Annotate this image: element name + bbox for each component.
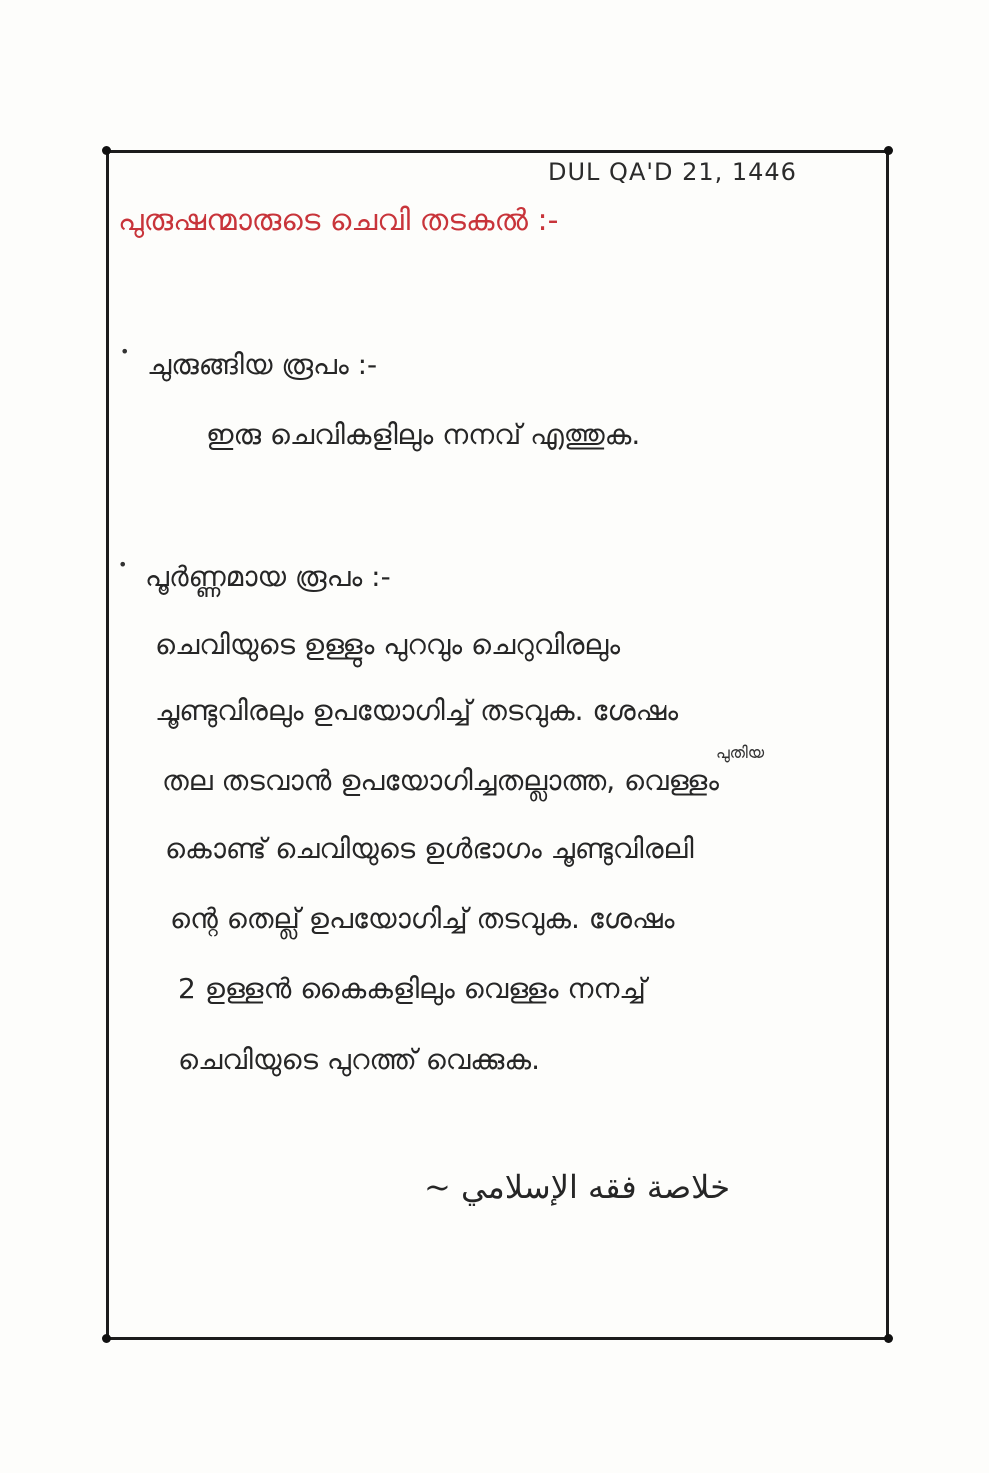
page-title [118, 203, 558, 238]
page-border [106, 150, 889, 1340]
section-2-line: കൊണ്ട് ചെവിയുടെ ഉൾഭാഗം ചൂണ്ടുവിരലി [165, 832, 694, 865]
section-2-line: തല തടവാൻ ഉപയോഗിച്ചതല്ലാത്ത, വെള്ളം [162, 764, 719, 797]
source-citation: ~ خلاصة فقه الإسلامي [424, 1168, 731, 1206]
bullet-1: • [120, 342, 130, 361]
section-1-line: ഇരു ചെവികളിലും നനവ് എത്തുക. [206, 418, 641, 451]
corner-dot-bottom-left [102, 1334, 111, 1343]
section-2-line: 2 ഉള്ളൻ കൈകളിലും വെള്ളം നനച്ച് [178, 972, 646, 1005]
section-2-line: ന്റെ തെല്ല് ഉപയോഗിച്ച് തടവുക. ശേഷം [170, 902, 675, 935]
corner-dot-bottom-right [884, 1334, 893, 1343]
title-text: പുരുഷന്മാരുടെ ചെവി തടകൽ [118, 203, 528, 238]
corner-dot-top-left [102, 146, 111, 155]
section-2-line: ചൂണ്ടുവിരലും ഉപയോഗിച്ച് തടവുക. ശേഷം [155, 694, 679, 727]
date: DUL QA'D 21, 1446 [548, 158, 797, 186]
section-2-line: ചെവിയുടെ പുറത്ത് വെക്കുക. [178, 1043, 540, 1076]
section-1-heading: ചുരുങ്ങിയ രൂപം :- [147, 348, 378, 381]
corner-dot-top-right [884, 146, 893, 155]
title-suffix: :- [537, 203, 559, 238]
section-2-heading: പൂർണ്ണമായ രൂപം :- [145, 560, 391, 593]
section-2-line: ചെവിയുടെ ഉള്ളും പുറവും ചെറുവിരലും [155, 628, 621, 661]
bullet-2: • [118, 555, 128, 574]
insertion-note: പുതിയ [716, 743, 765, 762]
